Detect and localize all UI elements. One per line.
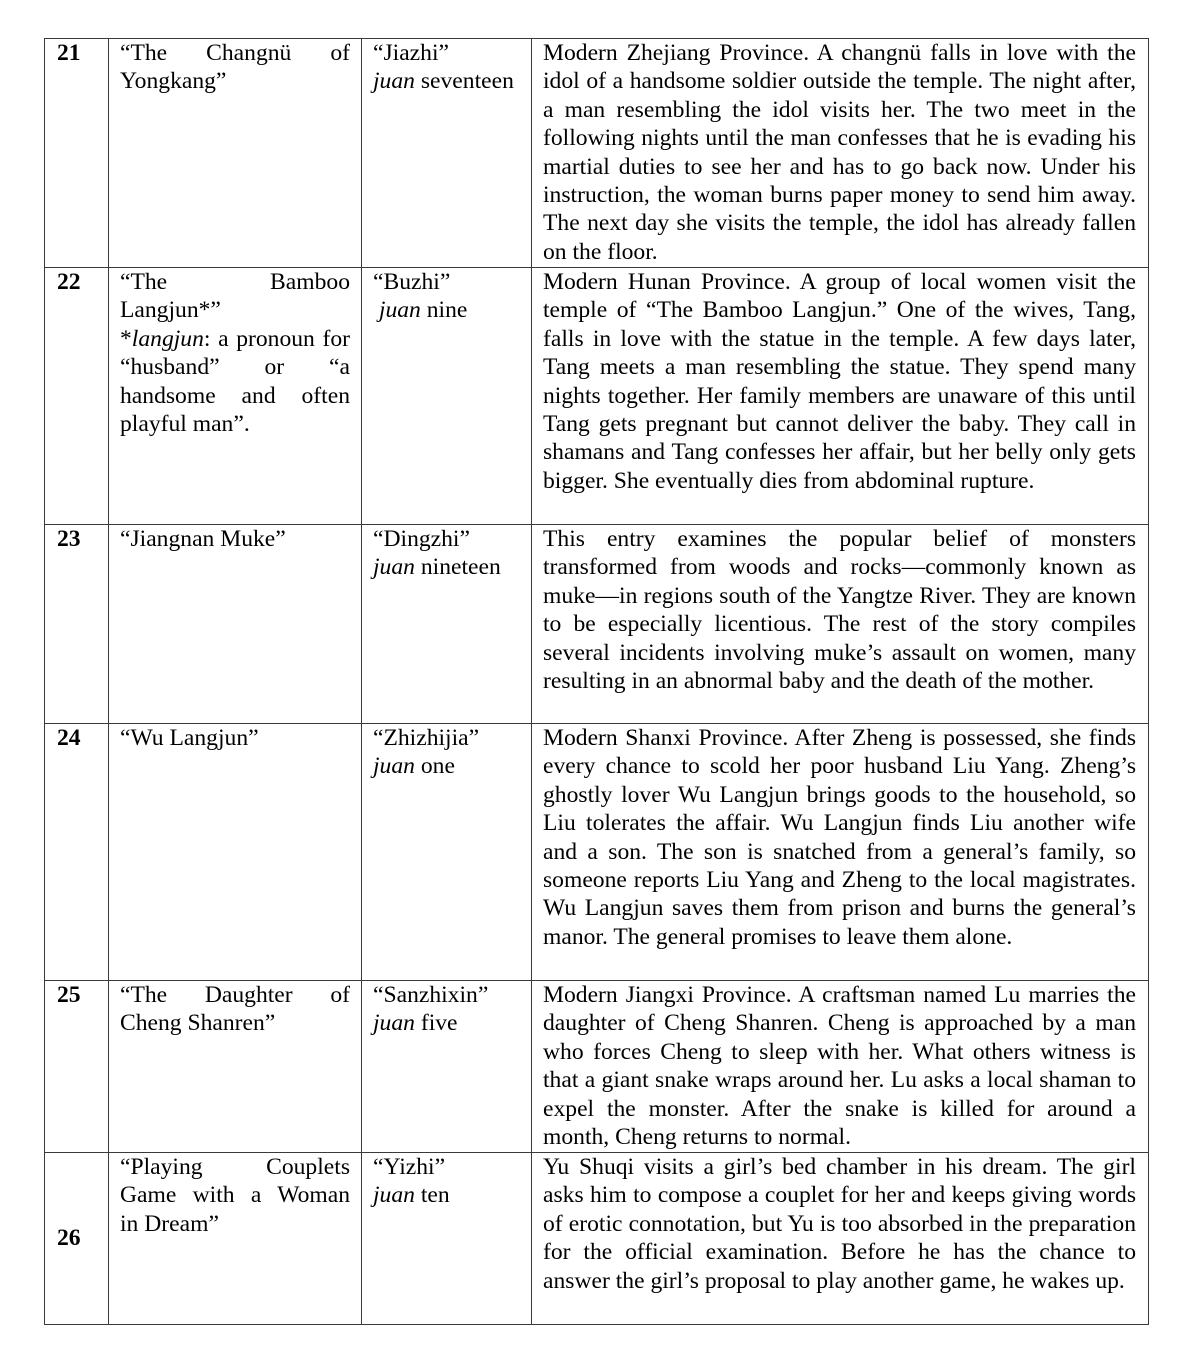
story-title-line: Game with a Woman (120, 1182, 350, 1209)
entry-number: 23 (45, 525, 109, 724)
footnote-text: : a pronoun for “husband” or “a handsome and often playful man”. (120, 325, 350, 438)
story-summary: Modern Hunan Province. A group of local women visit the temple of “The Bamboo Langjun.” One of the wives, Tang, falls in love with the statue in the temple. A few days later, Tang meets a man resembling the statue. They spend many nights together. Her family members are unaware of this until Tang gets pregnant but cannot deliver the baby. They call in shamans and Tang confesses her affair, but her belly only gets bigger. She eventually dies from abdominal rupture. (532, 268, 1149, 525)
source-name: “Zhizhijia” (373, 725, 480, 751)
story-summary: This entry examines the popular belief of monsters transformed from woods and rocks—commonly known as muke—in regions south of the Yangtze River. They are known to be especially licentious. The rest of the story compiles several incidents involving muke’s assault on women, many resulting in an abnormal baby and the death of the mother. (532, 525, 1149, 724)
story-title-line: Langjun*” (120, 297, 221, 324)
story-title-line: “The Bamboo (120, 269, 350, 295)
entry-number: 21 (45, 39, 109, 268)
story-summary: Modern Shanxi Province. After Zheng is possessed, she finds every chance to scold her poor husband Liu Yang. Zheng’s ghostly lover Wu Langjun brings goods to the household, so Liu tolerates the affair. Wu Langjun finds Liu another wife and a son. The son is snatched from a general’s family, so someone reports Liu Yang and Zheng to the local magistrates. Wu Langjun saves them from prison and burns the general’s manor. The general promises to leave them alone. (532, 724, 1149, 981)
story-title-line: Yongkang” (120, 68, 227, 95)
story-summary: Modern Zhejiang Province. A changnü falls in love with the idol of a handsome soldier outside the temple. The night after, a man resembling the idol visits her. The two meet in the following nights until the man confesses that he is evading his martial duties to see her and has to go back now. Under his instruction, the woman burns paper money to send him away. The next day she visits the temple, the idol has already fallen on the floor. (532, 39, 1149, 268)
juan-number: five (414, 1010, 458, 1037)
story-summary: Yu Shuqi visits a girl’s bed chamber in his dream. The girl asks him to compose a couplet for her and keeps giving words of erotic connotation, but Yu is too absorbed in the preparation for the official examination. Before he has the chance to answer the girl’s proposal to play another game, he wakes up. (532, 1153, 1149, 1325)
source-citation (362, 525, 532, 724)
juan-label: juan (373, 554, 415, 581)
source-juan (373, 296, 520, 324)
source-juan (373, 752, 520, 780)
table-row (45, 39, 1149, 268)
source-name: “Sanzhixin” (373, 982, 489, 1008)
juan-label: juan (373, 1010, 415, 1037)
juan-label: juan (373, 68, 415, 95)
source-juan (373, 1009, 520, 1037)
source-citation (362, 724, 532, 981)
entry-number: 26 (45, 1153, 109, 1325)
story-title-line: “Playing Couplets (120, 1154, 350, 1180)
entry-number: 24 (45, 724, 109, 981)
source-citation (362, 1153, 532, 1325)
source-name: “Dingzhi” (373, 526, 470, 552)
juan-number: ten (414, 1182, 450, 1209)
source-citation (362, 39, 532, 268)
source-name: “Yizhi” (373, 1154, 446, 1180)
source-juan (373, 67, 520, 95)
juan-label: juan (373, 753, 415, 780)
footnote-marker: * (120, 325, 132, 352)
story-title (109, 39, 362, 268)
story-title-line: “The Changnü of (120, 40, 350, 66)
juan-label: juan (373, 1182, 415, 1209)
source-name: “Jiazhi” (373, 40, 449, 66)
entry-number: 25 (45, 981, 109, 1153)
title-footnote (120, 325, 350, 439)
story-title-line: in Dream” (120, 1210, 219, 1237)
source-name: “Buzhi” (373, 269, 451, 295)
footnote-term: langjun (131, 325, 204, 352)
source-juan (373, 553, 520, 581)
table-row (45, 1153, 1149, 1325)
story-title: “Wu Langjun” (109, 724, 362, 981)
source-citation (362, 268, 532, 525)
source-citation (362, 981, 532, 1153)
source-juan (373, 1181, 520, 1209)
story-title (109, 981, 362, 1153)
story-title: “Jiangnan Muke” (109, 525, 362, 724)
story-title-line: Cheng Shanren” (120, 1010, 276, 1037)
juan-number: seventeen (414, 68, 514, 95)
story-title (109, 1153, 362, 1325)
juan-number: one (414, 753, 455, 780)
story-table (44, 38, 1149, 1325)
table-row (45, 981, 1149, 1153)
juan-number: nine (420, 297, 468, 324)
entry-number: 22 (45, 268, 109, 525)
juan-label: juan (378, 297, 421, 324)
table-row (45, 724, 1149, 981)
story-title (109, 268, 362, 525)
table-row (45, 268, 1149, 525)
table-row (45, 525, 1149, 724)
story-title-line: “The Daughter of (120, 982, 350, 1008)
story-summary: Modern Jiangxi Province. A craftsman named Lu marries the daughter of Cheng Shanren. Cheng is approached by a man who forces Cheng to sleep with her. What others witness is that a giant snake wraps around her. Lu asks a local shaman to expel the monster. After the snake is killed for around a month, Cheng returns to normal. (532, 981, 1149, 1153)
juan-number: nineteen (414, 554, 501, 581)
